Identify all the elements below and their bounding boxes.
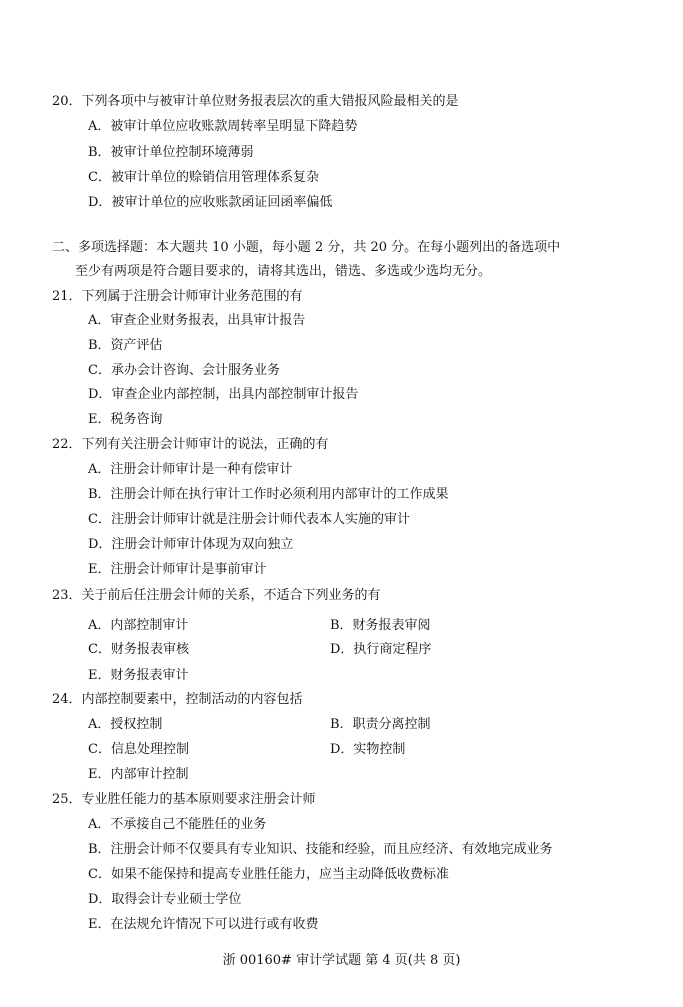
- q20-stem: 20．下列各项中与被审计单位财务报表层次的重大错报风险最相关的是: [52, 94, 459, 109]
- q22-option-d: D．注册会计师审计体现为双向独立: [88, 537, 294, 552]
- q24-option-b: B．职责分离控制: [330, 717, 431, 732]
- q24-option-d: D．实物控制: [330, 742, 406, 757]
- q25-option-b: B．注册会计师不仅要具有专业知识、技能和经验，而且应经济、有效地完成业务: [88, 842, 553, 857]
- section2-heading: 二、多项选择题：本大题共 10 小题，每小题 2 分，共 20 分。在每小题列出的备选项中: [52, 240, 561, 255]
- q22-option-c: C．注册会计师审计就是注册会计师代表本人实施的审计: [88, 512, 410, 527]
- q25-option-c: C．如果不能保持和提高专业胜任能力，应当主动降低收费标准: [88, 867, 449, 882]
- q21-option-b: B．资产评估: [88, 338, 163, 353]
- page-footer: 浙 00160# 审计学试题 第 4 页(共 8 页): [222, 953, 461, 968]
- q21-option-e: E．税务咨询: [88, 412, 163, 427]
- q25-stem: 25．专业胜任能力的基本原则要求注册会计师: [52, 792, 316, 807]
- q21-option-c: C．承办会计咨询、会计服务业务: [88, 363, 280, 378]
- q21-option-a: A．审查企业财务报表，出具审计报告: [88, 313, 306, 328]
- q24-option-e: E．内部审计控制: [88, 767, 189, 782]
- section2-instructions: 至少有两项是符合题目要求的，请将其选出，错选、多选或少选均无分。: [75, 264, 492, 279]
- q24-option-c: C．信息处理控制: [88, 742, 189, 757]
- q20-option-d: D．被审计单位的应收账款函证回函率偏低: [88, 195, 333, 210]
- q21-option-d: D．审查企业内部控制，出具内部控制审计报告: [88, 387, 359, 402]
- q24-option-a: A．授权控制: [88, 717, 163, 732]
- q24-stem: 24．内部控制要素中，控制活动的内容包括: [52, 692, 303, 707]
- q22-option-e: E．注册会计师审计是事前审计: [88, 562, 267, 577]
- q25-option-d: D．取得会计专业硕士学位: [88, 892, 242, 907]
- q23-stem: 23．关于前后任注册会计师的关系，不适合下列业务的有: [52, 588, 381, 603]
- q20-option-b: B．被审计单位控制环境薄弱: [88, 145, 254, 160]
- q25-option-a: A．不承接自己不能胜任的业务: [88, 817, 267, 832]
- q23-option-d: D．执行商定程序: [330, 642, 432, 657]
- q23-option-b: B．财务报表审阅: [330, 618, 431, 633]
- q23-option-c: C．财务报表审核: [88, 642, 189, 657]
- q22-option-b: B．注册会计师在执行审计工作时必须利用内部审计的工作成果: [88, 487, 449, 502]
- q20-option-a: A．被审计单位应收账款周转率呈明显下降趋势: [88, 119, 358, 134]
- q22-stem: 22．下列有关注册会计师审计的说法，正确的有: [52, 437, 329, 452]
- q23-option-e: E．财务报表审计: [88, 668, 189, 683]
- q21-stem: 21．下列属于注册会计师审计业务范围的有: [52, 289, 303, 304]
- q22-option-a: A．注册会计师审计是一种有偿审计: [88, 462, 293, 477]
- q20-option-c: C．被审计单位的赊销信用管理体系复杂: [88, 170, 319, 185]
- q25-option-e: E．在法规允许情况下可以进行或有收费: [88, 917, 319, 932]
- q23-option-a: A．内部控制审计: [88, 618, 189, 633]
